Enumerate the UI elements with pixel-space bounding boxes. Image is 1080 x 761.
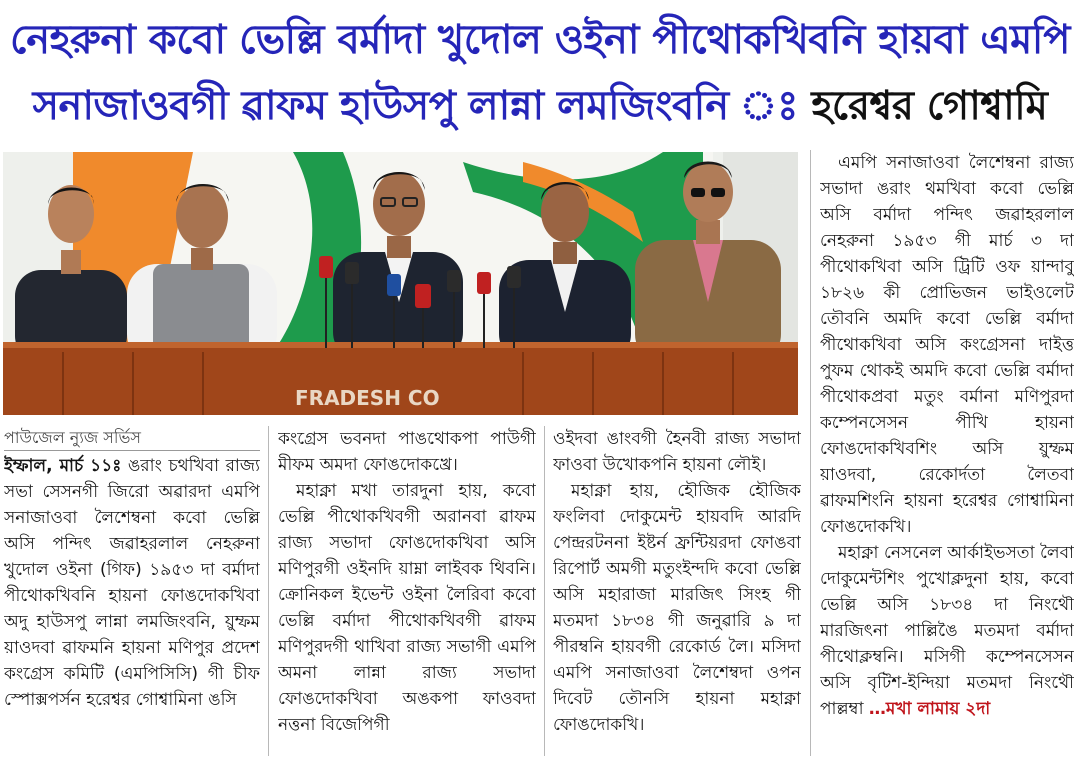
column-1-text: ঙরাং চথখিবা রাজ্য সভা সেসনগী জিরো অৱারদা এমপি সনাজাওবা লৈশেম্বনা কবো ভেল্লি অসি পন্দিৎ জৱাহরলাল নেহরুনা খুদোল ওইনা (গিফ) ১৯৫৩ দা বর্মাদা পীথোকখিবনি হায়না ফোঙদোকখিবা অদু হাউসপু লান্না লমজিংবনি, য়ুম্ফম য়াওদবা ৱাফমনি হায়না মণিপুর প্রদেশ কংগ্রেস কমিটি (এমপিসিসি) গী চীফ স্পোক্সপর্সন হরেশ্বর গোশ্বামিনা ঙসি — [4, 456, 260, 710]
press-conference-photo — [3, 152, 798, 415]
column-3-paragraph-1: ওইদবা ঙাংবগী হৈনবী রাজ্য সভাদা ফাওবা উখোকপনি হায়না লৌই। — [553, 429, 801, 475]
article-column-2 — [278, 426, 536, 756]
headline-line-1: নেহরুনা কবো ভেল্লি বর্মাদা খুদোল ওইনা পীথোকখিবনি হায়বা এমপি — [10, 17, 1070, 63]
headline-spokesperson-name: হরেশ্বর গোশ্বামি — [811, 83, 1048, 129]
article-column-3 — [553, 426, 801, 756]
photo-table-banner-text: FRADESH CO — [295, 386, 440, 410]
headline-line-2 — [0, 76, 1080, 136]
column-4-paragraph-2: মহাক্না নেসনেল আর্কাইভসতা লৈবা দোকুমেন্টশিং পুখোক্লদুনা হায়, কবো ভেল্লি অসি ১৮৩৪ দা নিংথৌ মারজিৎনা পাল্লিঙৈ মতমদা বর্মাদা পীথোক্লম্বনি। মসিগী কম্পেনসেসন অসি বৃটিশ-ইন্দিয়া মতমদা নিংথৌ পাল্লম্বা — [820, 543, 1074, 719]
article-column-4 — [820, 150, 1074, 758]
column-3-paragraph-2: মহাক্না হায়, হৌজিক হৌজিক ফংলিবা দোকুমেন্ট হায়বদি আরদি পেন্দ্ৰরটননা ইষ্টর্ন ফ্রন্টিয়রদা ফোঙবা রিপোর্ট অমগী মতুংইন্দদি কবো ভেল্লি অসি মহারাজা মারজিৎ সিংহ গী মতমদা ১৮৩৪ গী জনুৱারি ৯ দা পীরম্বনি হায়বগী রেকোর্ড লৈ। মসিদা এমপি সনাজাওবা লৈশেম্বদা ওপন দিবেট তৌনসি হায়না মহাক্না ফোঙদোকখি। — [553, 481, 801, 735]
headline-line-2-main: সনাজাওবগী ৱাফম হাউসপু লান্না লমজিংবনি ঃ — [32, 83, 798, 129]
news-service-credit: পাউজেল ন্যুজ সর্ভিস — [4, 426, 260, 451]
article-dateline: ইম্ফাল, মার্চ ১১ঃ — [4, 456, 122, 476]
column-rule-1 — [268, 426, 269, 756]
column-4-paragraph-1: এমপি সনাজাওবা লৈশেম্বনা রাজ্য সভাদা ঙরাং থমখিবা কবো ভেল্লি অসি বর্মাদা পন্দিৎ জৱাহরলাল নেহরুনা ১৯৫৩ গী মার্চ ৩ দা পীথোকখিবা অসি ট্রিটি ওফ য়ান্দাবু ১৮২৬ কী প্রোভিজন ভাইওলেট তৌবনি অমদি কবো ভেল্লি বর্মাদা পীথোকখিবা অসি কংগ্রেসনা দাইত্ত পুফম থোকই অমদি কবো ভেল্লি বর্মাদা পীথোকপ্রবা মতুং বর্মানা মণিপুরদা কম্পেনসেসন পীখি হায়না ফোঙদোকখিবশিং অসি য়ুম্ফম য়াওদবা, রেকোর্দতা লৈতবা ৱাফমশিংনি হায়না হরেশ্বর গোশ্বামিনা ফোঙদোকখি। — [820, 153, 1074, 537]
column-2-paragraph-1: কংগ্রেস ভবনদা পাঙথোকপা পাউগী মীফম অমদা ফোঙদোকখ্রে। — [278, 429, 536, 475]
column-rule-2 — [544, 426, 545, 756]
continued-on-page-link[interactable]: …মখা লামায় ২দা — [868, 699, 991, 719]
column-2-paragraph-2: মহাক্না মখা তারদুনা হায়, কবো ভেল্লি পীথোকখিবগী অরানবা ৱাফম রাজ্য সভাদা ফোঙদোকখিবা অসি মণিপুরগী ওইনদি য়াম্না লাইবক থিবনি। ক্রোনিকল ইভেন্ট ওইনা লৈরিবা কবো ভেল্লি বর্মাদা পীথোকখিবগী ৱাফম মণিপুরদগী থাখিবা রাজ্য সভাগী এমপি অমনা লান্না রাজ্য সভাদা ফোঙদোকখিবা অঙকপা ফাওবদা নত্তনা বিজেপিগী — [278, 481, 536, 735]
article-column-1 — [4, 426, 260, 756]
column-rule-3 — [810, 150, 811, 756]
